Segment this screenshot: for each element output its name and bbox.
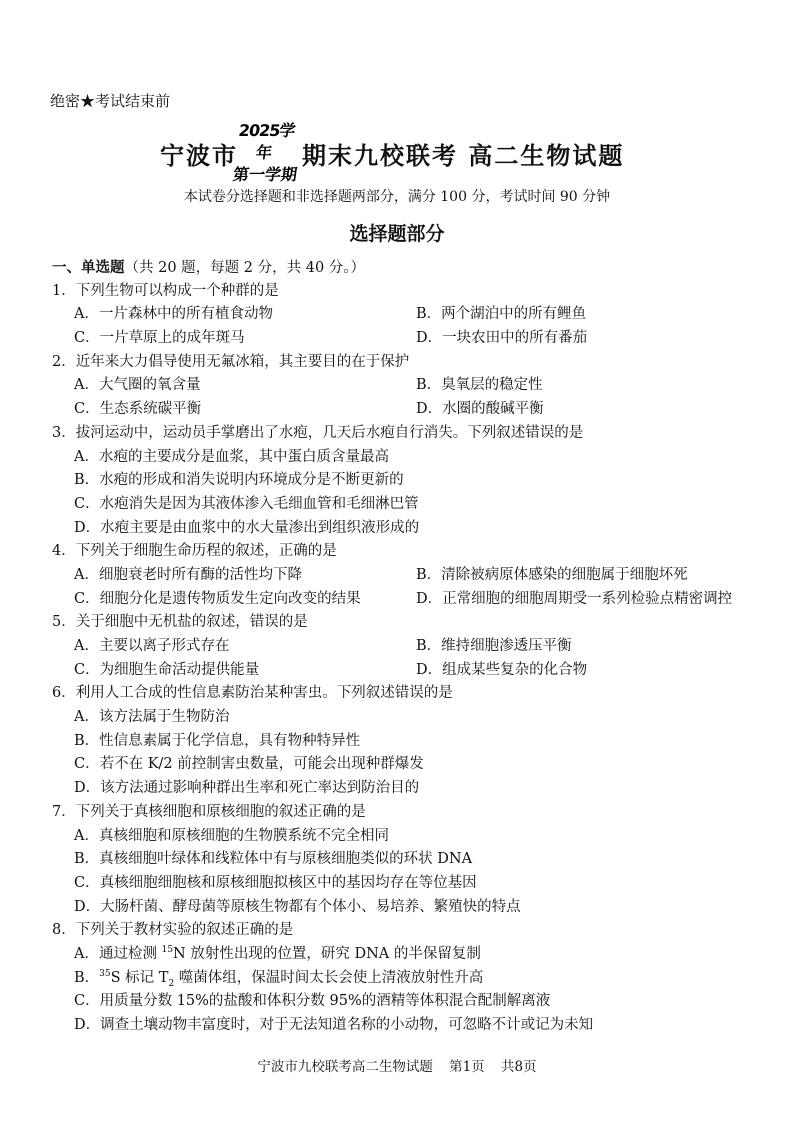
stamp-term: 第一学期 bbox=[231, 165, 299, 184]
option-a: A．该方法属于生物防治 bbox=[74, 709, 230, 726]
option-b-prefix: B． bbox=[74, 969, 100, 986]
option-row bbox=[52, 327, 752, 351]
option-d: D．组成某些复杂的化合物 bbox=[416, 661, 588, 678]
option-b-text: S 标记 T bbox=[110, 969, 169, 986]
question-stem: 3．拔河运动中，运动员手掌磨出了水疱，几天后水疱自行消失。下列叙述错误的是 bbox=[52, 424, 584, 441]
option-a-prefix: A．通过检测 bbox=[74, 945, 162, 962]
part-heading-bold: 一、单选题 bbox=[52, 259, 125, 276]
exam-title bbox=[0, 120, 794, 184]
option-c: C．若不在 K/2 前控制害虫数量，可能会出现种群爆发 bbox=[74, 756, 424, 773]
option-c: C．一片草原上的成年斑马 bbox=[74, 330, 245, 347]
option-d: D．一块农田中的所有番茄 bbox=[416, 330, 588, 347]
option-b bbox=[52, 967, 752, 991]
option-b: B．水疱的形成和消失说明内环境成分是不断更新的 bbox=[74, 472, 404, 489]
option-a-text: N 放射性出现的位置，研究 DNA 的半保留复制 bbox=[173, 945, 481, 962]
option-row bbox=[52, 635, 752, 659]
question-list bbox=[52, 256, 752, 1038]
question-stem: 8．下列关于教材实验的叙述正确的是 bbox=[52, 922, 294, 939]
option-a: A．一片森林中的所有植食动物 bbox=[74, 306, 273, 323]
question-stem: 1．下列生物可以构成一个种群的是 bbox=[52, 282, 279, 299]
option-row bbox=[52, 303, 752, 327]
confidential-label: 绝密★考试结束前 bbox=[50, 92, 171, 110]
option-b: B．两个湖泊中的所有鲤鱼 bbox=[416, 306, 587, 323]
option-d: D．正常细胞的细胞周期受一系列检验点精密调控 bbox=[416, 590, 733, 607]
footer-exam-name: 宁波市九校联考高二生物试题 bbox=[257, 1059, 433, 1075]
part-heading bbox=[52, 256, 752, 280]
question-stem: 4．下列关于细胞生命历程的叙述，正确的是 bbox=[52, 543, 337, 560]
term-stamp bbox=[231, 120, 299, 184]
option-b: B．性信息素属于化学信息，具有物种特异性 bbox=[74, 732, 361, 749]
option-b: B．清除被病原体感染的细胞属于细胞坏死 bbox=[416, 566, 688, 583]
question-stem: 6．利用人工合成的性信息素防治某种害虫。下列叙述错误的是 bbox=[52, 685, 453, 702]
option-d: D．水疱主要是由血浆中的水大量渗出到组织液形成的 bbox=[74, 519, 420, 536]
footer-page-total: 共8页 bbox=[501, 1059, 537, 1075]
option-b: B．臭氧层的稳定性 bbox=[416, 377, 543, 394]
exam-instructions: 本试卷分选择题和非选择题两部分，满分 100 分，考试时间 90 分钟 bbox=[183, 189, 611, 205]
option-c: C．细胞分化是遗传物质发生定向改变的结果 bbox=[74, 590, 361, 607]
option-c: C．水疱消失是因为其液体渗入毛细血管和毛细淋巴管 bbox=[74, 495, 419, 512]
option-a: A．水疱的主要成分是血浆，其中蛋白质含量最高 bbox=[74, 448, 389, 465]
isotope-mass-number: 15 bbox=[161, 945, 174, 956]
option-row bbox=[52, 588, 752, 612]
option-c: C．真核细胞细胞核和原核细胞拟核区中的基因均存在等位基因 bbox=[74, 874, 477, 891]
footer-page-number: 第1页 bbox=[449, 1059, 485, 1075]
option-b: B．真核细胞叶绿体和线粒体中有与原核细胞类似的环状 DNA bbox=[74, 851, 473, 868]
page-footer bbox=[0, 1055, 794, 1075]
option-row bbox=[52, 374, 752, 398]
option-a bbox=[52, 943, 752, 967]
part-heading-detail: （共 20 题，每题 2 分，共 40 分。） bbox=[124, 260, 366, 276]
option-row bbox=[52, 398, 752, 422]
option-b-rest: 噬菌体组，保温时间太长会使上清液放射性升高 bbox=[174, 969, 484, 986]
question-stem: 5．关于细胞中无机盐的叙述，错误的是 bbox=[52, 614, 308, 631]
stamp-year: 2025学年 bbox=[237, 121, 296, 162]
option-a: A．细胞衰老时所有酶的活性均下降 bbox=[74, 566, 302, 583]
option-a: A．大气圈的氧含量 bbox=[74, 377, 201, 394]
option-d: D．大肠杆菌、酵母菌等原核生物都有个体小、易培养、繁殖快的特点 bbox=[74, 898, 521, 915]
question-stem: 2．近年来大力倡导使用无氟冰箱，其主要目的在于保护 bbox=[52, 353, 410, 370]
option-a: A．真核细胞和原核细胞的生物膜系统不完全相同 bbox=[74, 827, 389, 844]
option-d: D．该方法通过影响种群出生率和死亡率达到防治目的 bbox=[74, 780, 420, 797]
option-b: B．维持细胞渗透压平衡 bbox=[416, 638, 572, 654]
option-row bbox=[52, 659, 752, 683]
option-c: C．用质量分数 15%的盐酸和体积分数 95%的酒精等体积混合配制解离液 bbox=[74, 993, 551, 1010]
isotope-mass-number: 35 bbox=[99, 968, 111, 979]
title-city: 宁波市 bbox=[160, 141, 238, 170]
question-stem: 7．下列关于真核细胞和原核细胞的叙述正确的是 bbox=[52, 803, 366, 820]
section-title: 选择题部分 bbox=[349, 223, 445, 245]
option-row bbox=[52, 564, 752, 588]
option-d: D．水圈的酸碱平衡 bbox=[416, 401, 544, 418]
option-d: D．调查土壤动物丰富度时，对于无法知道名称的小动物，可忽略不计或记为未知 bbox=[74, 1017, 594, 1033]
phage-subscript: 2 bbox=[168, 978, 175, 989]
option-a: A．主要以离子形式存在 bbox=[74, 638, 230, 654]
option-c: C．为细胞生命活动提供能量 bbox=[74, 661, 260, 678]
title-exam-name: 期末九校联考 高二生物试题 bbox=[302, 141, 625, 170]
option-c: C．生态系统碳平衡 bbox=[74, 401, 202, 418]
